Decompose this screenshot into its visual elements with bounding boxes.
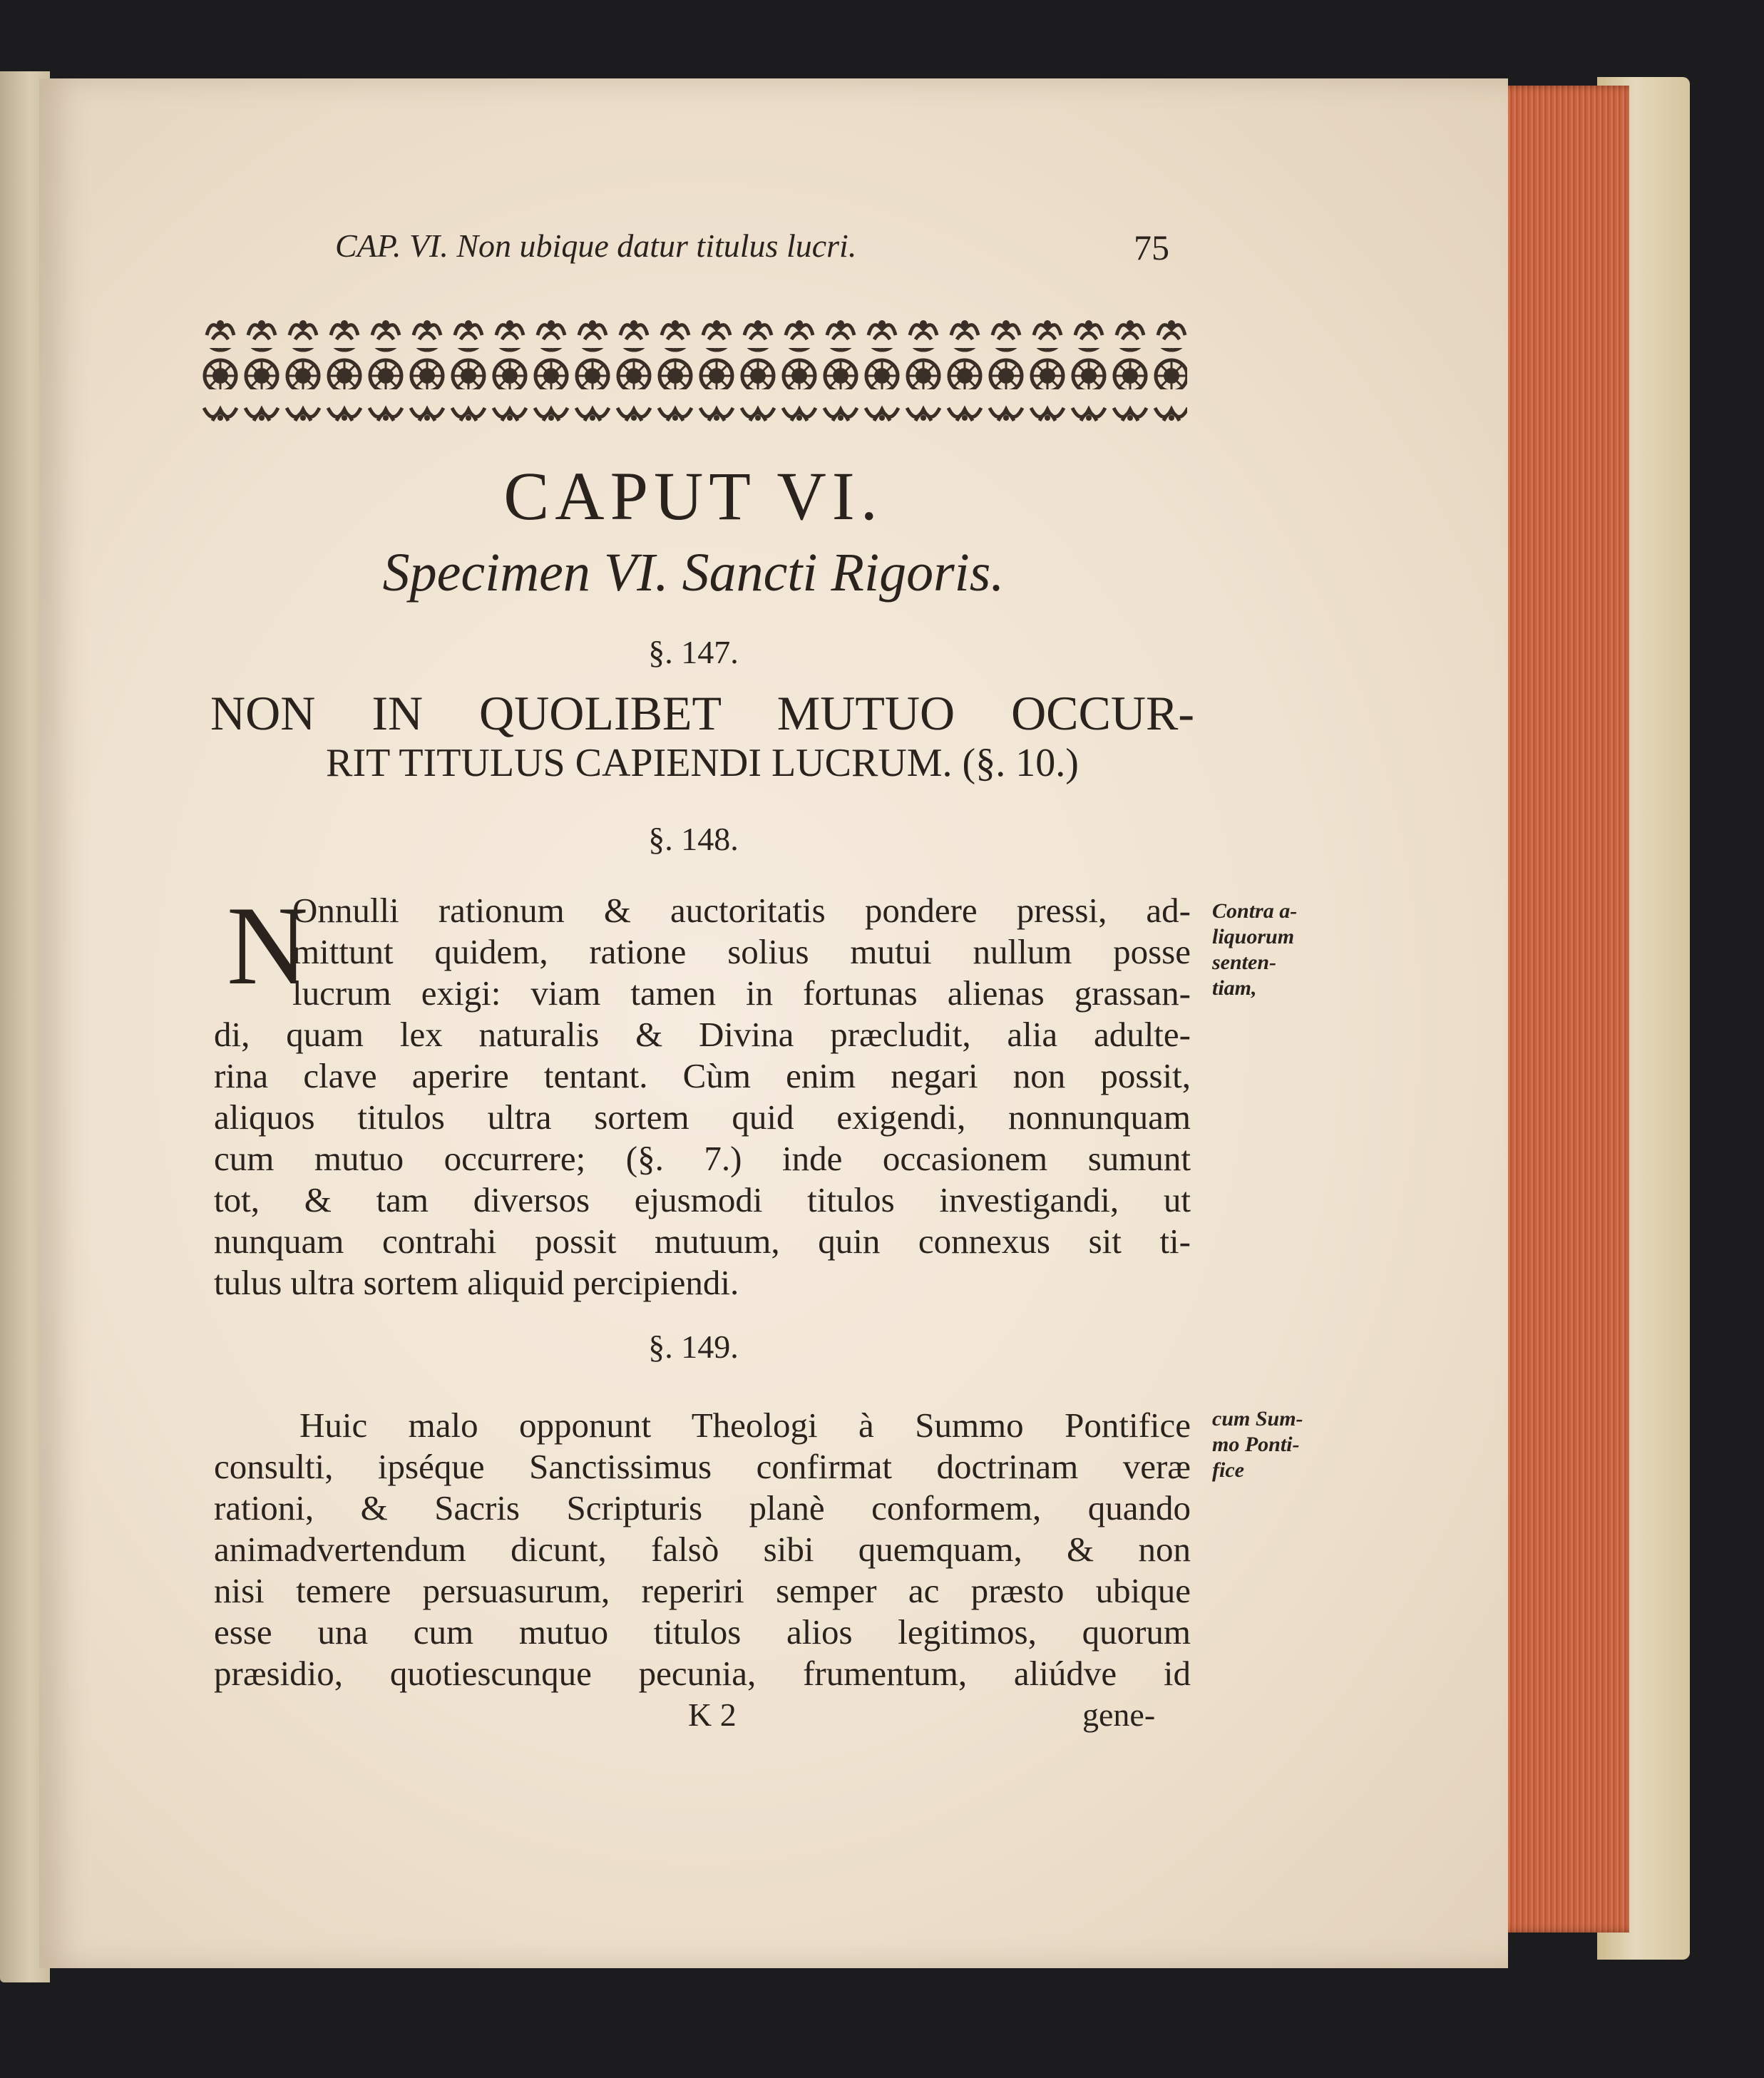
marginal-note-line: fice <box>1212 1458 1244 1482</box>
signature-mark: K 2 <box>688 1696 737 1733</box>
section-heading-line: RIT TITULUS CAPIENDI LUCRUM. (§. 10.) <box>326 741 1079 785</box>
section-number-147: §. 147. <box>648 634 739 670</box>
text-line: esse una cum mutuo titulos alios legitimos, quorum <box>214 1612 1191 1652</box>
page-number: 75 <box>1134 227 1169 267</box>
section-heading-line: NON IN QUOLIBET MUTUO OCCUR- <box>210 686 1194 740</box>
marginal-note-line: Contra a- <box>1212 899 1298 923</box>
paragraph-148 <box>214 884 1191 1304</box>
text-line: animadvertendum dicunt, falsò sibi quemquam, & non <box>214 1530 1191 1569</box>
drop-cap: N <box>227 884 309 1008</box>
text-line: tot, & tam diversos ejusmodi titulos investigandi, ut <box>214 1180 1191 1219</box>
running-head <box>335 227 1191 277</box>
chapter-subtitle: Specimen VI. Sancti Rigoris. <box>382 543 1005 603</box>
running-head-title: CAP. VI. Non ubique datur titulus lucri. <box>335 227 857 264</box>
text-line: Huic malo opponunt Theologi à Summo Pontifice <box>299 1406 1191 1445</box>
text-line: Onnulli rationum & auctoritatis pondere pressi, ad- <box>292 891 1191 930</box>
text-line: cum mutuo occurrere; (§. 7.) inde occasionem sumunt <box>214 1139 1191 1178</box>
marginal-note-149 <box>1212 1406 1303 1483</box>
text-line: nisi temere persuasurum, reperiri semper ac præsto ubique <box>214 1571 1191 1610</box>
chapter-title: CAPUT VI. <box>503 458 883 534</box>
section-number-148: §. 148. <box>648 821 739 857</box>
marginal-note-line: tiam, <box>1212 976 1257 1000</box>
section-heading <box>210 688 1194 788</box>
marginal-note-line: senten- <box>1212 951 1276 974</box>
section-number-149: §. 149. <box>648 1329 739 1365</box>
text-line: mittunt quidem, ratione solius mutui nullum posse <box>292 932 1191 971</box>
catchword: gene- <box>1082 1696 1156 1733</box>
text-line: di, quam lex naturalis & Divina præcludit, alia adulte- <box>214 1015 1191 1054</box>
marginal-note-line: liquorum <box>1212 925 1295 948</box>
page-edges <box>1490 86 1629 1933</box>
paragraph-149 <box>214 1405 1191 1694</box>
text-line: lucrum exigi: viam tamen in fortunas alienas grassan- <box>292 973 1191 1013</box>
marginal-note-line: cum Sum- <box>1212 1407 1303 1430</box>
text-line: consulti, ipséque Sanctissimus confirmat doctrinam veræ <box>214 1447 1191 1486</box>
text-line: nunquam contrahi possit mutuum, quin connexus sit ti- <box>214 1222 1191 1261</box>
text-line: tulus ultra sortem aliquid percipiendi. <box>214 1263 739 1302</box>
text-line: præsidio, quotiescunque pecunia, frumentum, aliúdve id <box>214 1654 1191 1693</box>
marginal-note-line: mo Ponti- <box>1212 1433 1300 1456</box>
ornamental-headpiece <box>200 314 1187 428</box>
text-line: rationi, & Sacris Scripturis planè conformem, quando <box>214 1488 1191 1527</box>
marginal-note-148 <box>1212 899 1297 1001</box>
text-line: rina clave aperire tentant. Cùm enim negari non possit, <box>214 1056 1191 1095</box>
text-line: aliquos titulos ultra sortem quid exigendi, nonnunquam <box>214 1097 1191 1137</box>
